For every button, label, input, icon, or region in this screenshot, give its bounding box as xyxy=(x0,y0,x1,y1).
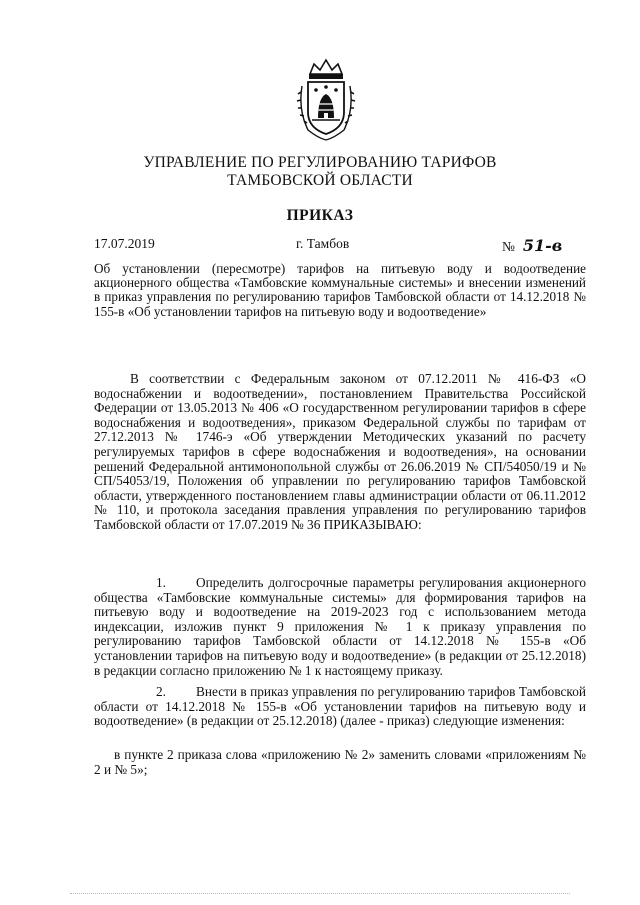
item-2-text: Внести в приказ управления по регулированию тарифов Тамбовской области от 14.12.2018 № 155-в «Об установлении тарифов на питьевую воду и водоотведение» (в редакции от 25.12.2018) (далее - приказ) следующие изменения: xyxy=(94,684,586,729)
organization-name-line2: ТАМБОВСКОЙ ОБЛАСТИ xyxy=(227,172,413,189)
document-number xyxy=(502,236,562,255)
organization-name-line1: УПРАВЛЕНИЕ ПО РЕГУЛИРОВАНИЮ ТАРИФОВ xyxy=(143,154,497,171)
document-subject: Об установлении (пересмотре) тарифов на питьевую воду и водоотведение акционерного общества «Тамбовские коммунальные системы» и внесении изменений в приказ управления по регулированию тарифов Тамбовской области от 14.12.2018 № 155-в «Об установлении тарифов на питьевую воду и водоотведение» xyxy=(94,261,586,319)
number-handwritten: 51-в xyxy=(522,236,563,255)
item-2-subparagraph: в пункте 2 приказа слова «приложению № 2» заменить словами «приложениям № 2 и № 5»; xyxy=(94,747,586,777)
document-city: г. Тамбов xyxy=(296,236,350,251)
scan-artifact-divider xyxy=(70,893,570,896)
item-1-number: 1. xyxy=(156,575,166,590)
document-type-title: ПРИКАЗ xyxy=(286,207,354,224)
item-1-text: Определить долгосрочные параметры регулирования акционерного общества «Тамбовские коммунальные системы» для формирования тарифов на питьевую воду и водоотведение на 2019-2023 год с использованием метода индексации, изложив пункт 9 приложения № 1 к приказу управления по регулированию тарифов Тамбовской области от 14.12.2018 № 155-в «Об установлении тарифов на питьевую воду и водоотведение» (в редакции от 25.12.2018) в редакции согласно приложению № 1 к настоящему приказу. xyxy=(94,575,586,678)
item-2-number: 2. xyxy=(156,684,166,699)
document-date: 17.07.2019 xyxy=(94,236,155,251)
item-1-paragraph xyxy=(94,576,586,678)
number-prefix: № xyxy=(502,239,515,254)
item-2-paragraph xyxy=(94,685,586,729)
preamble-paragraph: В соответствии с Федеральным законом от 07.12.2011 № 416-ФЗ «О водоснабжении и водоотведении», постановлением Правительства Российской Федерации от 13.05.2013 № 406 «О государственном регулировании тарифов в сфере водоснабжения и водоотведения», приказом Федеральной службы по тарифам от 27.12.2013 № 1746-э «Об утверждении Методических указаний по расчету регулируемых тарифов в сфере водоснабжения и водоотведения», на основании решений Федеральной антимонопольной службы от 26.06.2019 № СП/54050/19 и № СП/54053/19, Положения об управлении по регулированию тарифов Тамбовской области, утвержденного постановлением главы администрации области от 06.11.2012 № 110, и протокола заседания правления управления по регулированию тарифов Тамбовской области от 17.07.2019 № 36 ПРИКАЗЫВАЮ: xyxy=(94,371,586,532)
tambov-coat-of-arms-icon xyxy=(296,58,356,142)
